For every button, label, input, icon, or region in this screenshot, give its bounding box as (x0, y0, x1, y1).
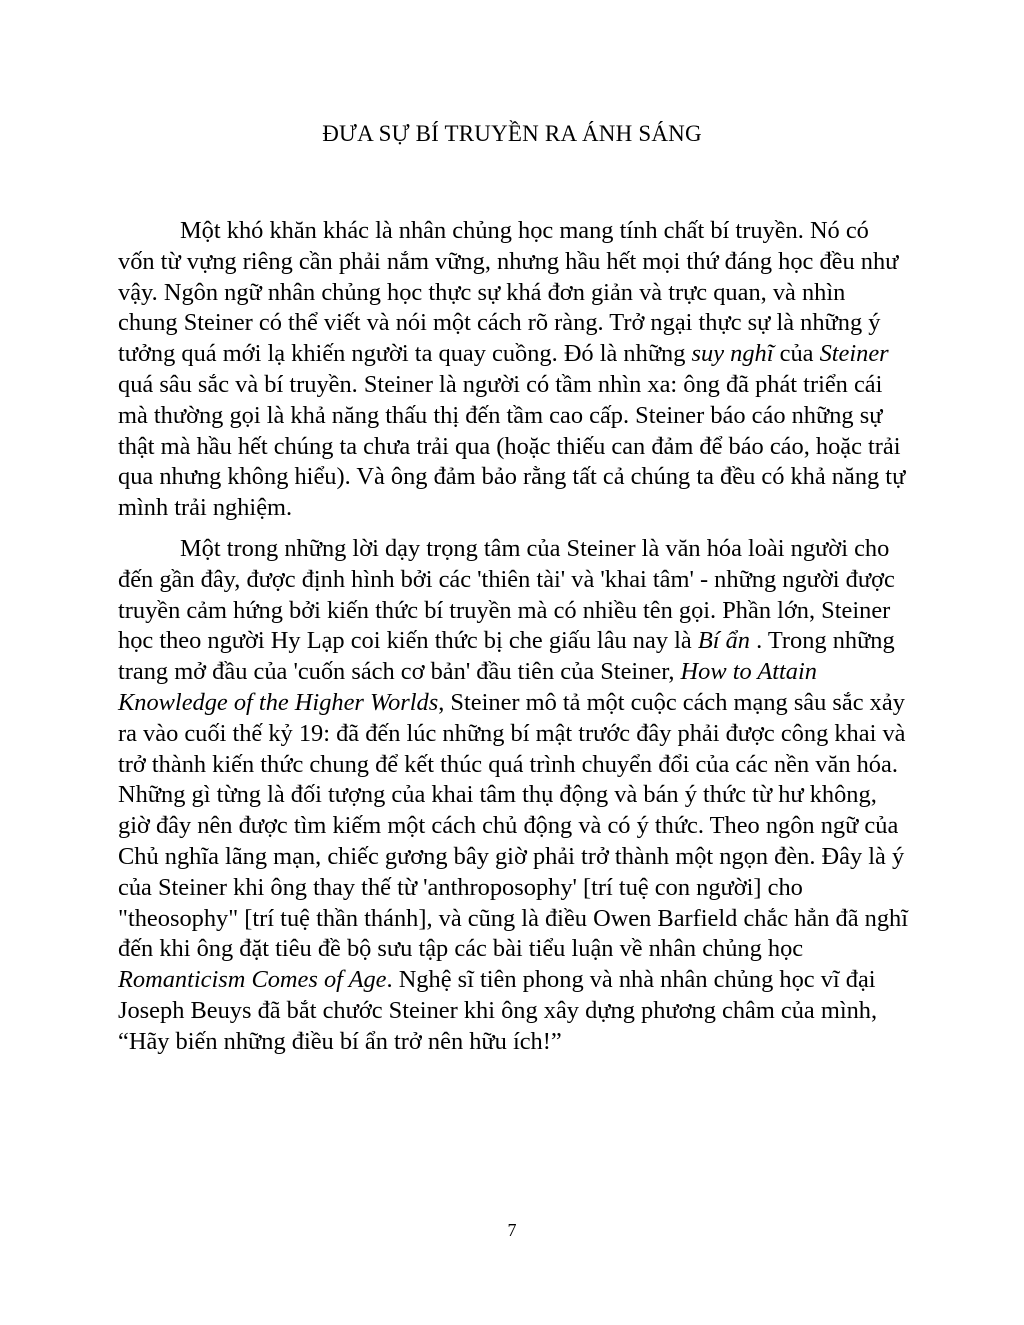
page-title: ĐƯA SỰ BÍ TRUYỀN RA ÁNH SÁNG (322, 121, 702, 146)
paragraph-2-text-2: . Trong những trang mở đầu của 'cuốn sách cơ bản' đầu tiên của Steiner, (118, 627, 895, 686)
paragraph-2-italic-2: How to Attain Knowledge of the Higher Worlds (118, 658, 817, 716)
paragraph-2-text-1: Một trong những lời dạy trọng tâm của Steiner là văn hóa loài người cho đến gần đây, được định hình bởi các 'thiên tài' và 'khai tâm' - những người được truyền cảm hứng bởi kiến thức bí truyền mà có nhiều tên gọi. Phần lớn, Steiner học theo người Hy Lạp coi kiến thức bị che giấu lâu nay là (118, 534, 895, 655)
paragraph-2-text-3: , Steiner mô tả một cuộc cách mạng sâu sắc xảy ra vào cuối thế kỷ 19: đã đến lúc những bí mật trước đây phải được công khai và trở thành kiến thức chung để kết thúc quá trình chuyển đổi của các nền văn hóa. Những gì từng là đối tượng của khai tâm thụ động và bán ý thức từ hư không, giờ đây nên được tìm kiếm một cách chủ động và có ý thức. Theo ngôn ngữ của Chủ nghĩa lãng mạn, chiếc gương bây giờ phải trở thành một ngọn đèn. Đây là ý của Steiner khi ông thay thế từ 'anthroposophy' [trí tuệ con người] cho "theosophy" [trí tuệ thần thánh], và cũng là điều Owen Barfield chắc hẳn đã nghĩ đến khi ông đặt tiêu đề bộ sưu tập các bài tiểu luận về nhân chủng học (118, 688, 909, 963)
paragraph-2 (118, 534, 908, 1058)
paragraph-2-text-4: . Nghệ sĩ tiên phong và nhà nhân chủng học vĩ đại Joseph Beuys đã bắt chước Steiner khi ông xây dựng phương châm của mình, “Hãy biến những điều bí ẩn trở nên hữu ích!” (118, 966, 878, 1055)
paragraph-1-text-3: quá sâu sắc và bí truyền. Steiner là người có tầm nhìn xa: ông đã phát triển cái mà thường gọi là khả năng thấu thị đến tầm cao cấp. Steiner báo cáo những sự thật mà hầu hết chúng ta chưa trải qua (hoặc thiếu can đảm để báo cáo, hoặc trải qua nhưng không hiểu). Và ông đảm bảo rằng tất cả chúng ta đều có khả năng tự mình trải nghiệm. (118, 370, 906, 522)
paragraph-2-italic-1: Bí ẩn (697, 627, 750, 655)
paragraph-1-text-1: Một khó khăn khác là nhân chủng học mang tính chất bí truyền. Nó có vốn từ vựng riêng cần phải nắm vững, nhưng hầu hết mọi thứ đáng học đều như vậy. Ngôn ngữ nhân chủng học thực sự khá đơn giản và trực quan, và nhìn chung Steiner có thể viết và nói một cách rõ ràng. Trở ngại thực sự là những ý tưởng quá mới lạ khiến người ta quay cuồng. Đó là những (118, 217, 899, 368)
page-number: 7 (507, 1220, 517, 1240)
paragraph-2-italic-3: Romanticism Comes of Age (118, 966, 387, 994)
paragraph-1-italic-2: Steiner (819, 340, 889, 368)
paragraph-1 (118, 216, 908, 524)
paragraph-1-italic-1: suy nghĩ (691, 340, 774, 368)
body-text (118, 216, 908, 1058)
paragraph-1-text-2: của (773, 340, 820, 368)
